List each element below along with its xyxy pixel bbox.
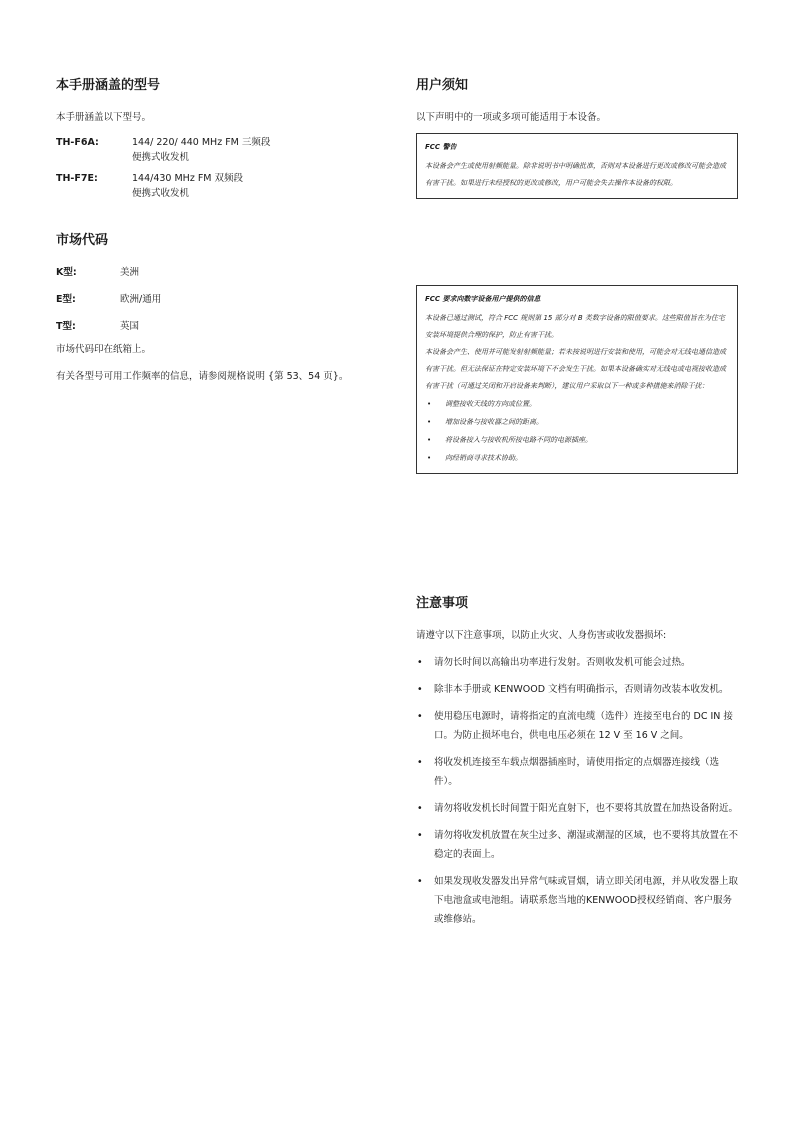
model-desc — [132, 135, 270, 165]
market-code: E型: — [56, 294, 76, 305]
model-desc-line: 便携式收发机 — [132, 152, 190, 163]
market-item — [56, 319, 374, 334]
market-value: 美洲 — [120, 267, 140, 278]
market-list — [56, 265, 374, 334]
model-desc-line: 144/ 220/ 440 MHz FM 三频段 — [132, 137, 271, 148]
market-value: 欧洲/通用 — [120, 294, 162, 305]
fcc-digital-para: 本设备已通过测试，符合 FCC 规则第 15 部分对 B 类数字设备的限值要求。这些限值旨在为住宅安装环境提供合理的保护，防止有害干扰。 — [425, 314, 725, 339]
models-intro: 本手册涵盖以下型号。 — [56, 112, 152, 123]
market-item — [56, 292, 374, 307]
fcc-warning-title: FCC 警告 — [425, 143, 457, 151]
fcc-digital-para: 本设备会产生、使用并可能发射射频能量；若未按说明进行安装和使用，可能会对无线电通信造成有害干扰。但无法保证在特定安装环境下不会发生干扰。如果本设备确实对无线电或电视接收造成有害干扰（可通过关闭和开启设备来判断），建议用户采取以下一种或多种措施来消除干扰： — [425, 348, 726, 390]
fcc-warning-body: 本设备会产生或使用射频能量。除非说明书中明确批准，否则对本设备进行更改或修改可能会造成有害干扰。如果进行未经授权的更改或修改，用户可能会失去操作本设备的权限。 — [425, 162, 726, 187]
list-item: • 请勿长时间以高输出功率进行发射。否则收发机可能会过热。 — [416, 653, 738, 672]
market-code: K型: — [56, 267, 77, 278]
list-item: • 调整接收天线的方向或位置。 — [425, 395, 729, 413]
list-item: • 使用稳压电源时，请将指定的直流电缆（选件）连接至电台的 DC IN 接口。为防止损坏电台，供电电压必须在 12 V 至 16 V 之间。 — [416, 707, 738, 745]
fcc-warning-box — [416, 133, 738, 199]
model-code: TH-F6A: — [56, 137, 99, 148]
market-item — [56, 265, 374, 280]
precautions-intro: 请遵守以下注意事项，以防止火灾、人身伤害或收发器损坏: — [416, 630, 667, 641]
market-value: 英国 — [120, 321, 140, 332]
model-item — [56, 135, 374, 165]
model-list — [56, 135, 374, 201]
list-item: • 请勿将收发机长时间置于阳光直射下，也不要将其放置在加热设备附近。 — [416, 799, 738, 818]
list-item: • 除非本手册或 KENWOOD 文档有明确指示，否则请勿改装本收发机。 — [416, 680, 738, 699]
precautions-list — [416, 653, 738, 929]
market-heading: 市场代码 — [56, 233, 109, 248]
models-heading: 本手册涵盖的型号 — [56, 78, 161, 93]
list-item: • 向经销商寻求技术协助。 — [425, 449, 729, 467]
frequency-note: 有关各型号可用工作频率的信息，请参阅规格说明 {第 53、54 页}。 — [56, 371, 349, 382]
left-column — [56, 76, 374, 386]
precautions-heading: 注意事项 — [416, 596, 469, 611]
fcc-digital-bullets — [425, 395, 729, 467]
notice-intro: 以下声明中的一项或多项可能适用于本设备。 — [416, 112, 607, 123]
list-item: • 如果发现收发器发出异常气味或冒烟，请立即关闭电源，并从收发器上取下电池盒或电池组。请联系您当地的KENWOOD授权经销商、客户服务或维修站。 — [416, 872, 738, 929]
market-code: T型: — [56, 321, 76, 332]
list-item: • 将设备接入与接收机所接电路不同的电源插座。 — [425, 431, 729, 449]
list-item: • 增加设备与接收器之间的距离。 — [425, 413, 729, 431]
fcc-digital-box — [416, 285, 738, 474]
model-desc-line: 144/430 MHz FM 双频段 — [132, 173, 244, 184]
model-code: TH-F7E: — [56, 173, 98, 184]
market-note: 市场代码印在纸箱上。 — [56, 344, 152, 355]
right-column — [416, 76, 738, 937]
notice-heading: 用户须知 — [416, 78, 469, 93]
list-item: • 请勿将收发机放置在灰尘过多、潮湿或潮湿的区域，也不要将其放置在不稳定的表面上。 — [416, 826, 738, 864]
model-desc — [132, 171, 243, 201]
list-item: • 将收发机连接至车载点烟器插座时，请使用指定的点烟器连接线（选件）。 — [416, 753, 738, 791]
model-desc-line: 便携式收发机 — [132, 188, 190, 199]
model-item — [56, 171, 374, 201]
fcc-digital-title: FCC 要求向数字设备用户提供的信息 — [425, 295, 541, 303]
